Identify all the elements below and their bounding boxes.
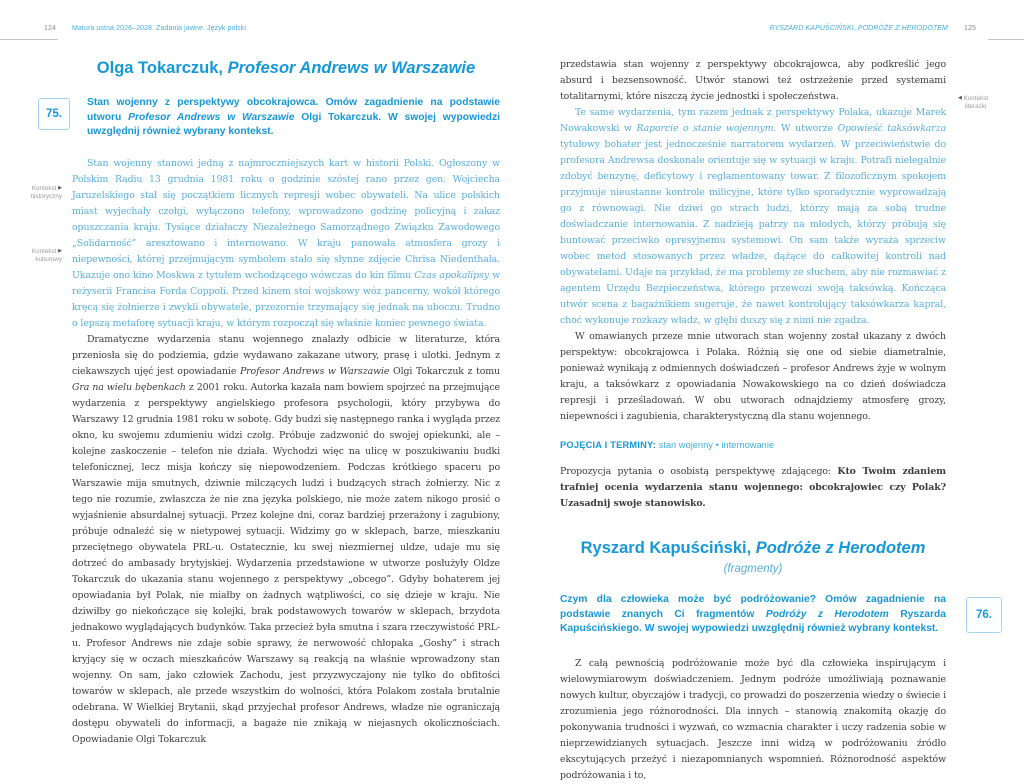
- arrow-right-icon: ▶: [58, 248, 62, 254]
- task-76: [560, 593, 1002, 637]
- task-76-text: Czym dla człowieka może być podróżowanie? Omów zagadnienie na podstawie znanych Ci fragmentów Podróży z Herodotem Ryszarda Kapuścińskiego. W swojej wypowiedzi uwzględnij również wybrany kontekst.: [560, 594, 946, 634]
- paragraph-continuation: przedstawia stan wojenny z perspektywy obcokrajowca, aby podkreślić jego absurd i bezsensowność. Utwór stanowi też ostrzeżenie przed systemami totalitarnymi, które niszczą życie jednostki i społeczeństwa.: [560, 59, 946, 102]
- header-rule-right: [988, 39, 1024, 40]
- section-subtitle: (fragmenty): [723, 563, 783, 575]
- margin-note-kontekst-historyczny: [16, 184, 62, 201]
- task-number-box: 76.: [966, 597, 1002, 633]
- header-rule-left: [0, 39, 58, 40]
- essay-body-travel: [560, 656, 946, 784]
- essay-body-right: [560, 57, 946, 425]
- section-title-tokarczuk: Olga Tokarczuk, Profesor Andrews w Warszawie: [96, 59, 476, 77]
- margin-note-label: Kontekst: [31, 185, 57, 192]
- terms-label: POJĘCIA I TERMINY:: [560, 440, 657, 450]
- proposal-question: Propozycja pytania o osobistą perspektywę zdającego: Kto Twoim zdaniem trafniej ocenia wydarzenia stanu wojennego: obcokrajowiec czy Polak? Uzasadnij swoje stanowisko.: [560, 466, 947, 509]
- margin-note-label: literacki: [965, 103, 987, 110]
- section-title-kapuscinski: Ryszard Kapuściński, Podróże z Herodotem: [580, 539, 926, 557]
- page-left: [0, 0, 512, 745]
- paragraph-literary-context: Te same wydarzenia, tym razem jednak z perspektywy Polaka, ukazuje Marek Nowakowski w Raporcie o stanie wojennym. W utworze Opowieść taksówkarza tytułowy bohater jest jednocześnie narratorem wydarzeń. W przeciwieństwie do profesora Andrewsa doskonale orientuje się w sytuacji w kraju. Potrafi nielegalnie zdobyć benzynę, deficytowy i reglamentowany towar. Z filozoficznym spokojem przyjmuje nieustanne kontrole milicyjne, które tylko sporadycznie wyprowadzają go z równowagi. Nie dziwi go strach ludzi, którzy mają za sobą trudne doświadczanie internowania. Z nadzieją patrzy na młodych, którzy próbują się buntować przeciwko opresyjnemu systemowi. On sam także wyraża sprzeciw wobec metod stosowanych przez władze, dążące do całkowitej kontroli nad obywatelami. Udaje na przykład, że ma problemy ze słuchem, aby nie rozmawiać z agentem Urzędu Bezpieczeństwa, którego przewozi swoją taksówką. Kończąca utwór scena z bagażnikiem sugeruje, że nawet kontrolujący taksówkarza kapral, choć wykonuje rozkazy władz, w głębi duszy się z nimi nie zgadza.: [560, 107, 946, 326]
- terms-row: [560, 439, 946, 451]
- task-75-text: Stan wojenny z perspektywy obcokrajowca. Omów zagadnienie na podstawie utworu Profesor Andrews w Warszawie Olgi Tokarczuk. W swojej wypowiedzi uwzględnij również wybrany kontekst.: [87, 97, 500, 137]
- paragraph-historical-context: Stan wojenny stanowi jedną z najmroczniejszych kart w historii Polski. Ogłoszony w Polskim Radiu 13 grudnia 1981 roku o godzinie szóstej rano przez gen. Wojciecha Jaruzelskiego stał się początkiem licznych represji wobec obywateli. Na ulice polskich miast wyjechały czołgi, wyłączono telefony, wprowadzono godzinę policyjną i zakaz opuszczania kraju. Tysiące działaczy Niezależnego Samorządnego Związku Zawodowego „Solidarność” aresztowano i internowano. W kraju panowała atmosfera grozy i niepewności, której przejmującym symbolem stało się słynne zdjęcie Chrisa Niedenthala. Ukazuje ono kino Moskwa z tytułem wchodzącego wówczas do kin filmu Czas apokalipsy w reżyserii Francisa Forda Coppoli. Przed kinem stoi wojskowy wóz pancerny, wokół którego kręcą się żołnierze i zwykli obywatele, przezornie trzymający się jednak na uboczu. Trudno o lepszą metaforę sytuacji kraju, w którym rozpoczął się właśnie koniec pewnego świata.: [72, 157, 501, 329]
- margin-note-label: Kontekst: [963, 95, 989, 102]
- running-title-left: Matura ustna 2026–2028. Zadania jawne. Język polski: [72, 25, 246, 32]
- terms-value: stan wojenny • internowanie: [658, 440, 775, 450]
- margin-note-kontekst-literacki: [958, 94, 1016, 111]
- paragraph-travel: Z całą pewnością podróżowanie może być dla człowieka inspirującym i wielowymiarowym doświadczeniem. Jednym podróże umożliwiają poznawanie nowych kultur, obyczajów i tradycji, co prowadzi do poszerzenia wiedzy o świecie i zrozumienia jego różnorodności. Dla innych – stanowią znakomitą okazję do pokonywania trudności i wyzwań, co wzmacnia charakter i uczy radzenia sobie w nieprzewidzianych sytuacjach. Jeszcze inni widzą w podróżowaniu źródło ekscytujących przeżyć i niezapomnianych wspomnień. Różnorodność aspektów podróżowania i to,: [560, 657, 946, 781]
- margin-note-label: kulturowy: [35, 256, 62, 263]
- task-number-box: 75.: [38, 98, 70, 130]
- arrow-right-icon: ▶: [58, 185, 62, 191]
- margin-note-kontekst-kulturowy: [16, 247, 62, 264]
- arrow-left-icon: ◀: [958, 95, 962, 101]
- margin-note-label: historyczny: [30, 193, 62, 200]
- page-number-left: 124: [44, 25, 56, 32]
- section-kapuscinski: [560, 538, 946, 577]
- margin-note-label: Kontekst: [31, 248, 57, 255]
- page-right: [512, 0, 1024, 781]
- page-number-right: 125: [964, 25, 976, 32]
- running-title-right: RYSZARD KAPUŚCIŃSKI, PODRÓŻE Z HERODOTEM: [769, 25, 948, 32]
- task-75: [38, 98, 500, 140]
- essay-body-left: [72, 156, 500, 748]
- paragraph-analysis: Dramatyczne wydarzenia stanu wojennego znalazły odbicie w literaturze, która przeniosła się do podziemia, gdzie wydawano zakazane utwory, prasę i ulotki. Jednym z ciekawszych ujęć jest opowiadanie Profesor Andrews w Warszawie Olgi Tokarczuk z tomu Gra na wielu bębenkach z 2001 roku. Autorka kazała nam bowiem spojrzeć na przejmujące wydarzenia z perspektywy angielskiego profesora psychologii, który przybywa do Warszawy 12 grudnia 1981 roku w sobotę. Gdy budzi się następnego ranka i wygląda przez okno, ku swojemu zdumieniu widzi czołg. Próbuje zadzwonić do swojej opiekunki, ale – kolejne zaskoczenie – telefon nie działa. Wychodzi więc na ulicę w poszukiwaniu budki telefonicznej, lecz misja kończy się niepowodzeniem. Podczas krótkiego spaceru po Warszawie mija smutnych, dziwnie milczących ludzi i budzących strach żołnierzy. Nic z tego nie rozumie, zwłaszcza że nie zna języka polskiego, nie może zatem nikogo prosić o wyjaśnienie absurdalnej sytuacji. Przez kolejne dni, coraz bardziej przerażony i zagubiony, próbuje odnaleźć się w nietypowej sytuacji. Widzimy go w sklepach, barze, mieszkaniu przeciętnego obywatela PRL-u. Ostatecznie, ku swej niezmiernej uldze, udaje mu się dotrzeć do ambasady brytyjskiej. Wydarzenia przedstawione w utworze posłużyły Oldze Tokarczuk do ukazania stanu wojennego z perspektywy „obcego”. Gdyby bohaterem jej opowiadania był Polak, nie miałby on żadnych wątpliwości, co się dzieje w kraju. Nie dziwiłby go niekończące się kolejki, brak podstawowych towarów w sklepach, brzydota jednakowo wyglądających budynków. Taka przecież była smutna i szara rzeczywistość PRL-u. Profesor Andrews nie zdaje sobie sprawy, że nerwowość chłopaka „Goshy” i strach kryjący się w oczach mieszkańców Warszawy są reakcją na właśnie wprowadzony stan wojenny. On sam, jako człowiek Zachodu, jest przyzwyczajony nie tylko do obfitości towarów w sklepach, ale przede wszystkim do wolności, która Polakom została brutalnie odebrana. W Wielkiej Brytanii, skąd przyjechał profesor Andrews, władze nie ograniczają dostępu obywateli do informacji, a bagaże nie znikają w niejasnych okolicznościach. Opowiadanie Olgi Tokarczuk: [72, 333, 500, 745]
- paragraph-conclusion: W omawianych przeze mnie utworach stan wojenny został ukazany z dwóch perspektyw: obcokrajowca i Polaka. Różnią się one od siebie diametralnie, ponieważ wynikają z odmiennych doświadczeń – profesor Andrews żyje w wolnym kraju, a taksówkarz z opowiadania Nowakowskiego na co dzień doświadcza represji i prześladowań. W obu utworach odnajdziemy atmosferę grozy, niepewności i zagubienia, charakterystyczną dla stanu wojennego.: [560, 331, 946, 422]
